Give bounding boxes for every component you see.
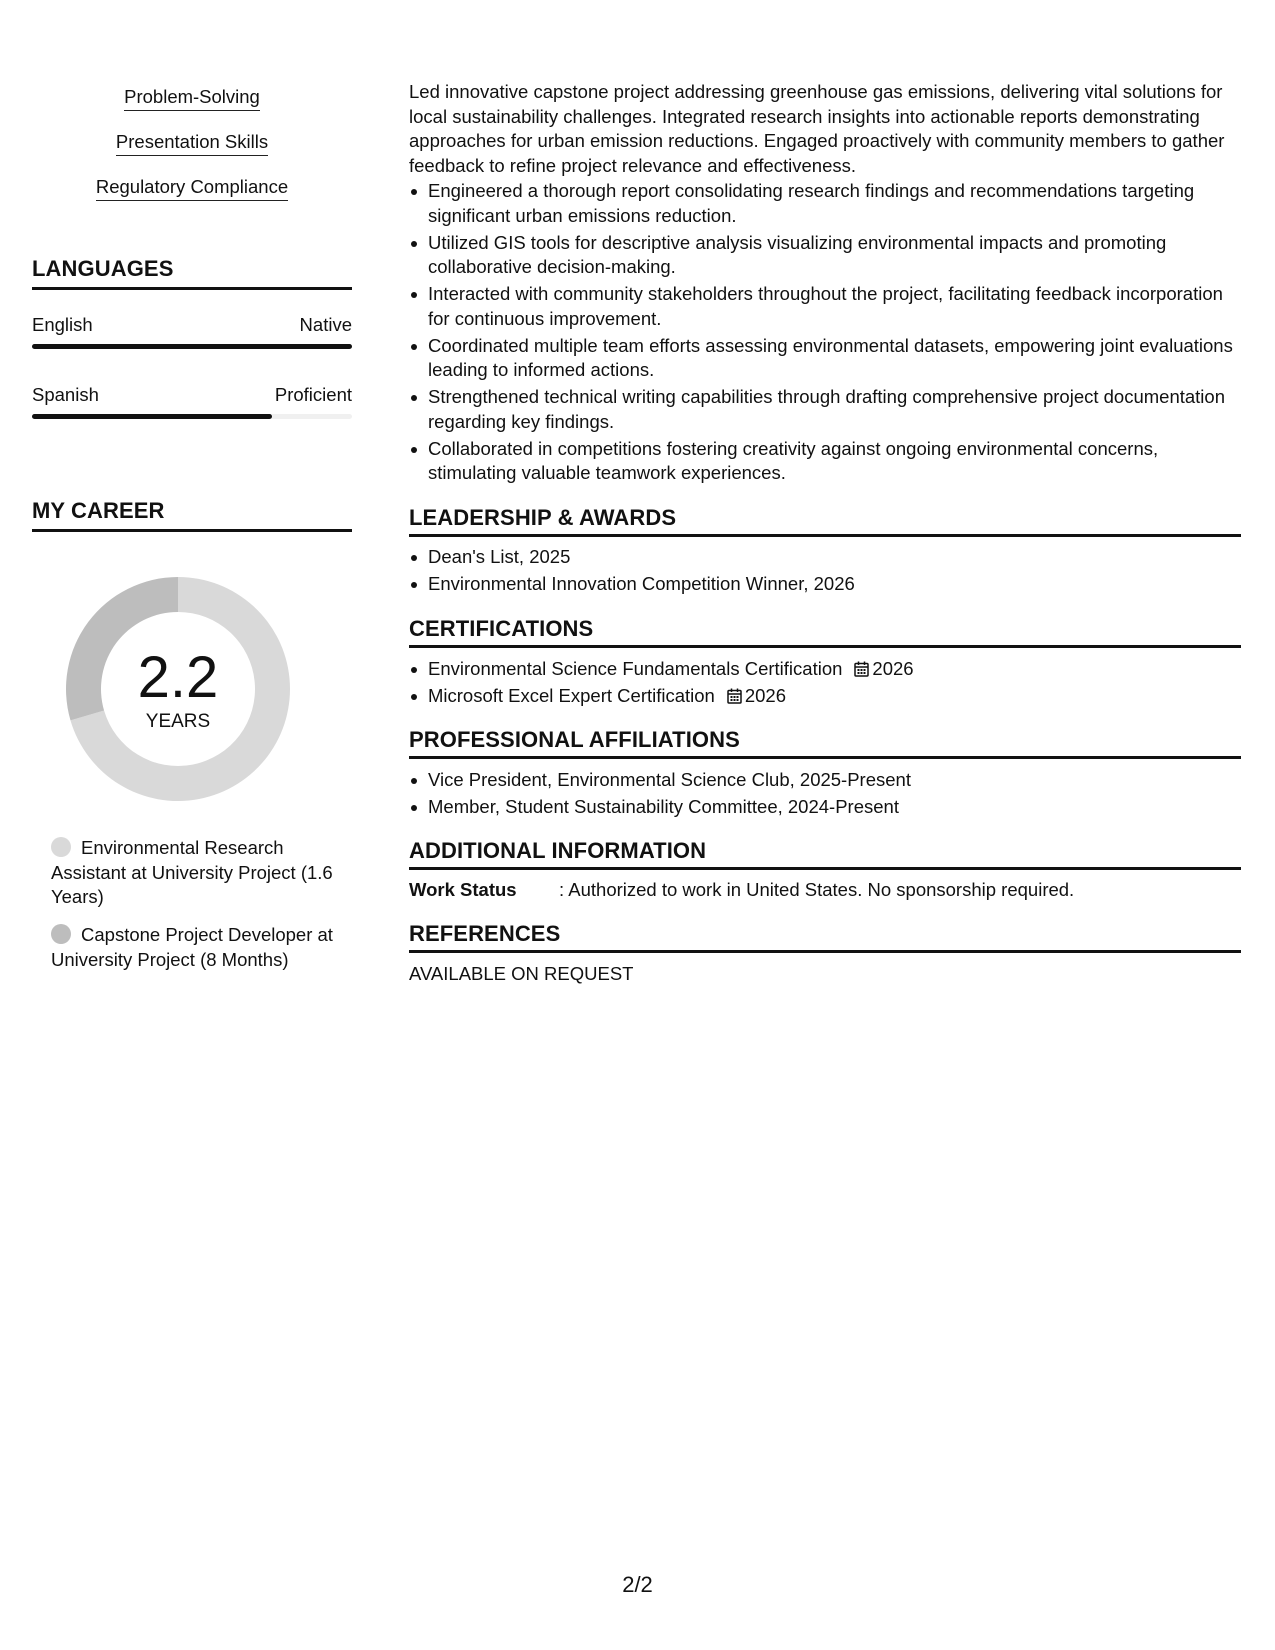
language-name: English bbox=[32, 314, 93, 335]
languages-heading: LANGUAGES bbox=[32, 256, 174, 281]
project-summary: Led innovative capstone project addressing greenhouse gas emissions, delivering vital solutions for local sustainability challenges. Integrated research insights into actionable reports demonstrating approaches for urban emission reductions. Engaged proactively with community members to gather feedback to refine project relevance and effectiveness. bbox=[409, 81, 1225, 176]
section-divider bbox=[32, 287, 352, 290]
list-item: Collaborated in competitions fostering creativity against ongoing environmental concerns, stimulating valuable teamwork experiences. bbox=[428, 437, 1241, 486]
references-text: AVAILABLE ON REQUEST bbox=[409, 963, 634, 984]
work-status-label: Work Status bbox=[409, 879, 517, 900]
list-item: Member, Student Sustainability Committee, 2024-Present bbox=[428, 795, 1241, 820]
skill-label: Regulatory Compliance bbox=[96, 176, 288, 201]
section-divider bbox=[409, 645, 1241, 648]
career-legend-item bbox=[51, 923, 341, 972]
list-item: Interacted with community stakeholders throughout the project, facilitating feedback incorporation for continuous improvement. bbox=[428, 282, 1241, 331]
leadership-heading: LEADERSHIP & AWARDS bbox=[409, 505, 677, 530]
affiliations-list bbox=[409, 768, 1241, 822]
language-bar-fill bbox=[32, 414, 272, 419]
language-level: Proficient bbox=[274, 384, 352, 405]
section-divider bbox=[409, 867, 1241, 870]
career-legend-item bbox=[51, 836, 341, 910]
calendar-icon bbox=[854, 661, 869, 677]
list-item: Strengthened technical writing capabilities through drafting comprehensive project documentation regarding key findings. bbox=[428, 385, 1241, 434]
skill-label: Presentation Skills bbox=[116, 131, 268, 156]
career-total-value: 2.2 bbox=[137, 645, 219, 710]
list-item bbox=[428, 657, 1241, 682]
career-heading: MY CAREER bbox=[32, 498, 165, 523]
skill-item bbox=[32, 131, 352, 156]
list-item: Dean's List, 2025 bbox=[428, 545, 1241, 570]
language-row-spanish bbox=[32, 384, 352, 406]
language-bar-english bbox=[32, 344, 352, 349]
certification-year: 2026 bbox=[744, 685, 786, 706]
list-item: Environmental Innovation Competition Winner, 2026 bbox=[428, 572, 1241, 597]
language-level: Native bbox=[299, 314, 352, 335]
career-total-unit: YEARS bbox=[145, 711, 211, 732]
list-item: Engineered a thorough report consolidating research findings and recommendations targeting significant urban emissions reduction. bbox=[428, 179, 1241, 228]
list-item: Utilized GIS tools for descriptive analysis visualizing environmental impacts and promoting collaborative decision-making. bbox=[428, 231, 1241, 280]
language-bar-fill bbox=[32, 344, 352, 349]
list-item: Coordinated multiple team efforts assessing environmental datasets, empowering joint evaluations leading to informed actions. bbox=[428, 334, 1241, 383]
section-divider bbox=[409, 756, 1241, 759]
certifications-heading: CERTIFICATIONS bbox=[409, 616, 594, 641]
legend-dot-icon bbox=[51, 924, 71, 944]
work-status-row bbox=[409, 879, 1241, 901]
project-bullet-list bbox=[409, 179, 1241, 488]
additional-info-heading: ADDITIONAL INFORMATION bbox=[409, 838, 707, 863]
certification-name: Microsoft Excel Expert Certification bbox=[428, 685, 715, 706]
work-status-value: : Authorized to work in United States. No sponsorship required. bbox=[559, 879, 1075, 900]
legend-dot-icon bbox=[51, 837, 71, 857]
section-divider bbox=[409, 534, 1241, 537]
skill-label: Problem-Solving bbox=[124, 86, 260, 111]
language-bar-spanish bbox=[32, 414, 352, 419]
language-name: Spanish bbox=[32, 384, 99, 405]
list-item bbox=[428, 684, 1241, 709]
certification-name: Environmental Science Fundamentals Certification bbox=[428, 658, 843, 679]
references-heading: REFERENCES bbox=[409, 921, 561, 946]
career-legend-label: Environmental Research Assistant at University Project (1.6 Years) bbox=[51, 837, 333, 907]
certification-year: 2026 bbox=[872, 658, 914, 679]
skill-item bbox=[32, 176, 352, 201]
section-divider bbox=[409, 950, 1241, 953]
career-legend-label: Capstone Project Developer at University Project (8 Months) bbox=[51, 924, 333, 970]
skill-item bbox=[32, 86, 352, 111]
section-divider bbox=[32, 529, 352, 532]
certifications-list bbox=[409, 657, 1241, 711]
leadership-list bbox=[409, 545, 1241, 599]
language-row-english bbox=[32, 314, 352, 336]
calendar-icon bbox=[727, 688, 742, 704]
page-number: 2/2 bbox=[622, 1572, 653, 1597]
affiliations-heading: PROFESSIONAL AFFILIATIONS bbox=[409, 727, 740, 752]
list-item: Vice President, Environmental Science Club, 2025-Present bbox=[428, 768, 1241, 793]
